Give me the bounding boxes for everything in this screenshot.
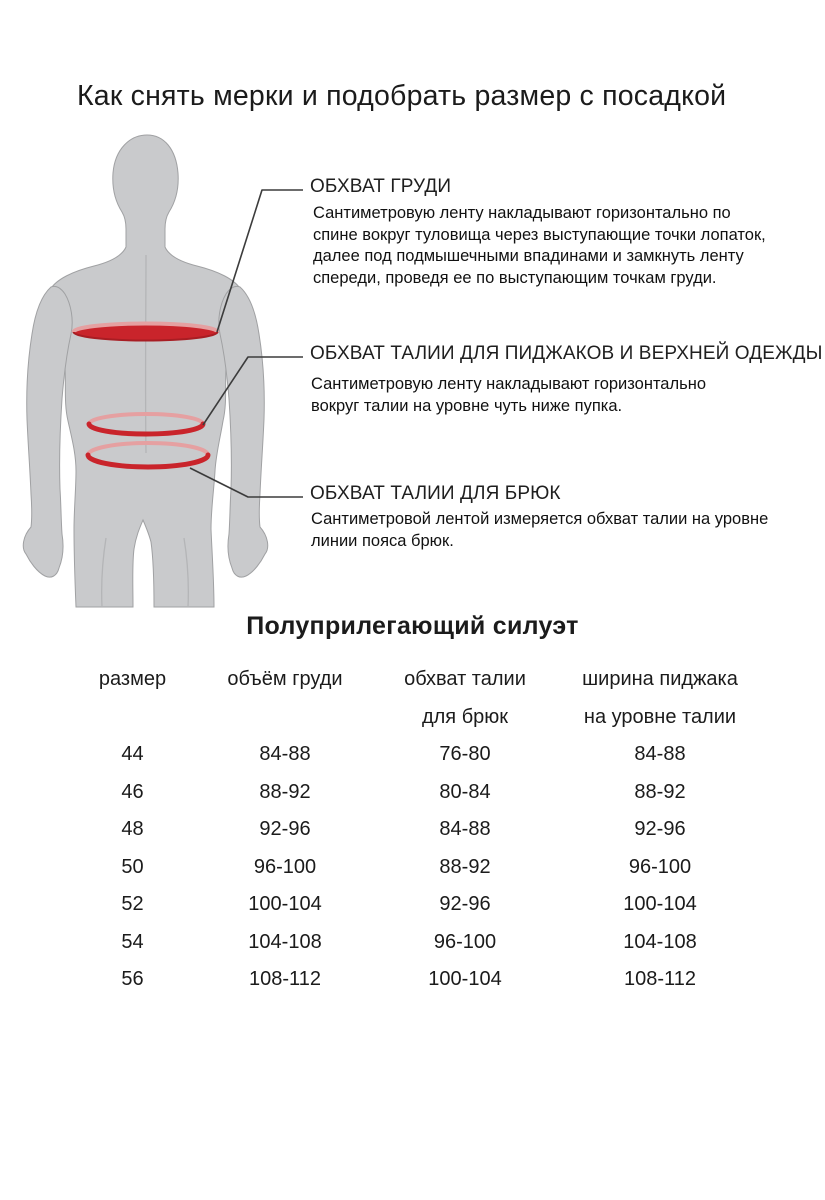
header-chest: объём груди: [227, 668, 343, 690]
jacket-cell: 84-88: [634, 743, 686, 765]
left-arm: [23, 286, 72, 577]
waist-cell: 92-96: [439, 893, 491, 915]
waist-cell: 80-84: [439, 780, 491, 803]
chest-cell: 104-108: [248, 930, 322, 953]
chest-heading: ОБХВАТ ГРУДИ: [310, 176, 452, 197]
table-row: [60, 743, 755, 781]
chest-cell: 88-92: [259, 780, 311, 803]
header-waist-line1: обхват талии: [404, 668, 526, 690]
header-jacket-line1: ширина пиджака: [582, 668, 738, 690]
size-cell: 52: [121, 893, 144, 915]
header-waist-line2: для брюк: [421, 705, 509, 728]
chest-cell: 100-104: [248, 893, 322, 915]
size-cell: 56: [121, 968, 144, 990]
jacket-waist-heading: ОБХВАТ ТАЛИИ ДЛЯ ПИДЖАКОВ И ВЕРХНЕЙ ОДЕЖДЫ: [310, 343, 823, 364]
table-row: [60, 856, 755, 894]
table-row: [60, 931, 755, 969]
size-cell: 46: [121, 780, 144, 803]
body-silhouette-figure: [18, 123, 303, 613]
table-header-row-1: [60, 668, 755, 706]
header-size: размер: [98, 668, 167, 690]
header-jacket-line2: на уровне талии: [583, 705, 737, 728]
jacket-cell: 92-96: [634, 818, 686, 840]
size-cell: 48: [121, 818, 144, 840]
chest-description: Сантиметровую ленту накладывают горизонтально по спине вокруг туловища через выступающие точки лопаток, далее под подмышечными впадинами и замкнуть ленту спереди, проведя ее по выступающим точкам груди.: [313, 204, 766, 287]
trouser-waist-description: Сантиметровой лентой измеряется обхват талии на уровне линии пояса брюк.: [311, 510, 769, 550]
size-cell: 44: [121, 743, 144, 765]
section-trouser-waist: [310, 483, 769, 550]
jacket-cell: 104-108: [623, 930, 697, 953]
size-table: [60, 668, 755, 1006]
section-jacket-waist: [310, 343, 823, 415]
trouser-waist-heading: ОБХВАТ ТАЛИИ ДЛЯ БРЮК: [310, 483, 561, 504]
jacket-waist-description: Сантиметровую ленту накладывают горизонтально вокруг талии на уровне чуть ниже пупка.: [311, 375, 707, 415]
waist-cell: 88-92: [439, 855, 491, 878]
chest-cell: 96-100: [253, 855, 317, 878]
page-title: Как снять мерки и подобрать размер с посадкой: [77, 80, 727, 112]
header-chest-line2: [205, 706, 365, 744]
size-cell: 50: [121, 855, 144, 878]
jacket-cell: 96-100: [628, 855, 692, 878]
jacket-cell: 108-112: [624, 968, 696, 990]
header-size-line2: [60, 706, 205, 744]
waist-cell: 76-80: [439, 743, 491, 765]
jacket-cell: 88-92: [634, 780, 686, 803]
chest-cell: 108-112: [249, 968, 321, 990]
size-cell: 54: [121, 930, 144, 953]
waist-cell: 96-100: [433, 930, 497, 953]
chest-cell: 92-96: [259, 818, 311, 840]
right-arm: [219, 286, 268, 577]
table-header-row-2: [60, 706, 755, 744]
jacket-cell: 100-104: [623, 893, 697, 915]
chest-cell: 84-88: [259, 743, 311, 765]
section-chest: [310, 176, 766, 287]
size-table-title: Полуприлегающий силуэт: [246, 612, 579, 640]
waist-cell: 100-104: [428, 968, 502, 990]
chest-band: [74, 324, 218, 341]
table-row: [60, 968, 755, 1006]
table-body: [60, 743, 755, 1006]
measurement-figure: [18, 123, 303, 613]
table-row: [60, 818, 755, 856]
table-row: [60, 781, 755, 819]
waist-cell: 84-88: [439, 818, 491, 840]
table-row: [60, 893, 755, 931]
